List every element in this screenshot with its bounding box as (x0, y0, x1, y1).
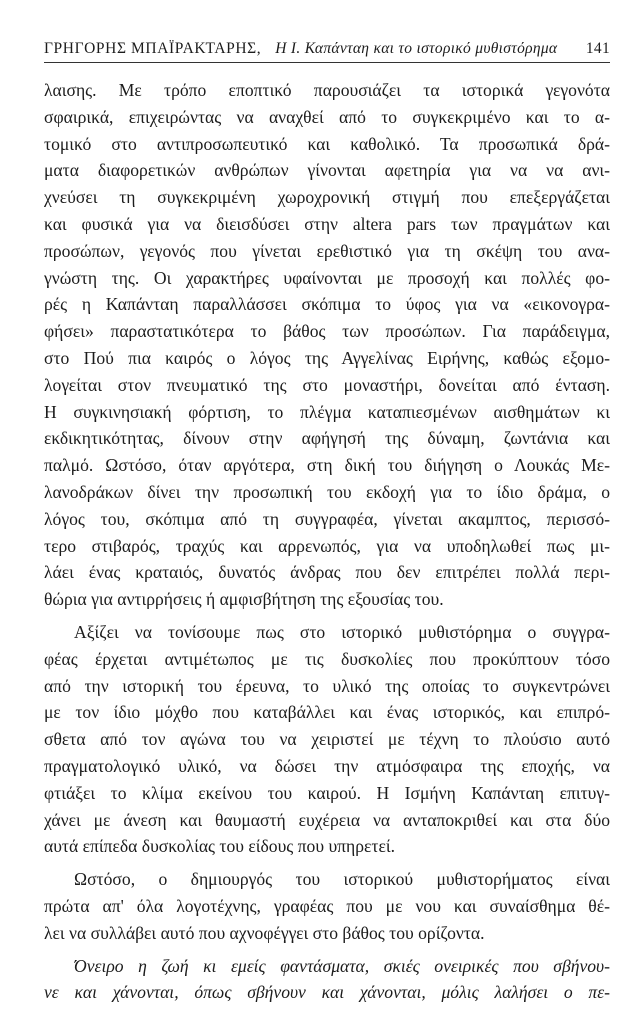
paragraph-4-italic (44, 953, 610, 1007)
text-line: χνεύσει τη συγκεκριμένη χωροχρονική στιγμή που επεξεργάζεται (44, 187, 610, 208)
body-text (44, 77, 610, 1006)
paragraph-1 (44, 77, 610, 613)
text-line: σφαιρικά, επιχειρώντας να αναχθεί από το συγκεκριμένο και το α- (44, 106, 610, 127)
text-line: λόγος του, σκόπιμα από τη συγγραφέα, γίνεται ακαμπτος, περισσό- (44, 508, 610, 529)
text-line: λάει ένας κραταιός, δυνατός άνδρας που δεν επιτρέπει πολλά περι- (44, 562, 610, 583)
text-line: λογείται στον πνευματικό της στο μοναστήρι, δονείται από ένταση. (44, 374, 610, 395)
text-line: φέας έρχεται αντιμέτωπος με τις δυσκολίες που προκύπτουν τόσο (44, 648, 610, 669)
text-line: πρώτα απ' όλα λογοτέχνης, γραφέας που με νου και συναίσθημα θέ- (44, 895, 610, 916)
text-line: προσώπων, γεγονός που γίνεται ερεθιστικό για τη σκέψη του ανα- (44, 240, 610, 261)
text-line: γνώστη της. Οι χαρακτήρες υφαίνονται με προσοχή και πολλές φο- (44, 267, 610, 288)
text-line: φτιάξει το κλίμα εκείνου του καιρού. Η Ισμήνη Καπάνταη επιτυγ- (44, 782, 610, 803)
text-line: παλμό. Ωστόσο, όταν αργότερα, στη δική του διήγηση ο Λουκάς Με- (44, 455, 610, 476)
paragraph-2 (44, 619, 610, 860)
text-line: από την ιστορική του έρευνα, το υλικό της οποίας το συγκεντρώνει (44, 675, 610, 696)
text-line: λανοδράκων δίνει την προσωπική του εκδοχή για το ίδιο δράμα, ο (44, 481, 610, 502)
text-line: πραγματολογικό υλικό, να δώσει την ατμόσφαιρα της εποχής, να (44, 755, 610, 776)
text-line: ματα διαφορετικών ανθρώπων γίνονται αφετηρία για να να ανι- (44, 160, 610, 181)
text-line: φήσει» παραστατικότερα το βάθος των προσώπων. Για παράδειγμα, (44, 321, 610, 342)
text-line: τομικό στο αντιπροσωπευτικό και καθολικό. Τα προσωπικά δρά- (44, 133, 610, 154)
text-line: με τον ίδιο μόχθο που καταβάλλει και ένας ιστορικός, και επιπρό- (44, 702, 610, 723)
text-line: στο Πού πια καιρός ο λόγος της Αγγελίνας Ειρήνης, καθώς εξομο- (44, 347, 610, 368)
text-line: λει να συλλάβει αυτό που αχνοφέγγει στο βάθος του ορίζοντα. (44, 922, 485, 943)
text-line: Ωστόσο, ο δημιουργός του ιστορικού μυθιστορήματος είναι (74, 869, 610, 890)
text-line: χάνει με άνεση και θαυμαστή ευχέρεια να ανταποκριθεί και στα δύο (44, 809, 610, 830)
text-line: Η συγκινησιακή φόρτιση, το πλέγμα καταπιεσμένων αισθημάτων κι (44, 401, 610, 422)
text-line: σθετα από τον αγώνα του να χειριστεί με τέχνη το πλούσιο αυτό (44, 729, 610, 750)
header-title: Η Ι. Καπάνταη και το ιστορικό μυθιστόρημα (275, 40, 558, 57)
text-line: τερο στιβαρός, τραχύς και αρρενωπός, για να υποδηλωθεί πως μι- (44, 535, 610, 556)
text-line: εκδικητικότητας, δίνουν στην αφήγησή της δύναμη, ζωντάνια και (44, 428, 610, 449)
text-line: αυτά επίπεδα δυσκολίας του είδους που υπηρετεί. (44, 836, 396, 857)
text-line: λαισης. Με τρόπο εποπτικό παρουσιάζει τα ιστορικά γεγονότα (44, 80, 610, 100)
page-number: 141 (585, 40, 610, 57)
text-line: Όνειρο η ζωή κι εμείς φαντάσματα, σκιές ονειρικές που σβήνου- (74, 955, 610, 976)
text-line: ρές η Καπάνταη παραλλάσσει σκόπιμα το ύφος για να «εικονογρα- (44, 294, 610, 315)
text-line: νε και χάνονται, όπως σβήνουν και χάνονται, μόλις λαλήσει ο πε- (44, 982, 610, 1003)
text-line: Αξίζει να τονίσουμε πως στο ιστορικό μυθιστόρημα ο συγγρα- (74, 621, 610, 642)
running-header (44, 40, 610, 63)
paragraph-3 (44, 866, 610, 946)
book-page (44, 40, 610, 1012)
text-line: και φυσικά για να διεισδύσει στην altera pars των πραγμάτων και (44, 213, 610, 234)
header-author: ΓΡΗΓΟΡΗΣ ΜΠΑΪΡΑΚΤΑΡΗΣ, (44, 40, 262, 57)
text-line: θώρια για αντιρρήσεις ή αμφισβήτηση της εξουσίας του. (44, 589, 444, 610)
